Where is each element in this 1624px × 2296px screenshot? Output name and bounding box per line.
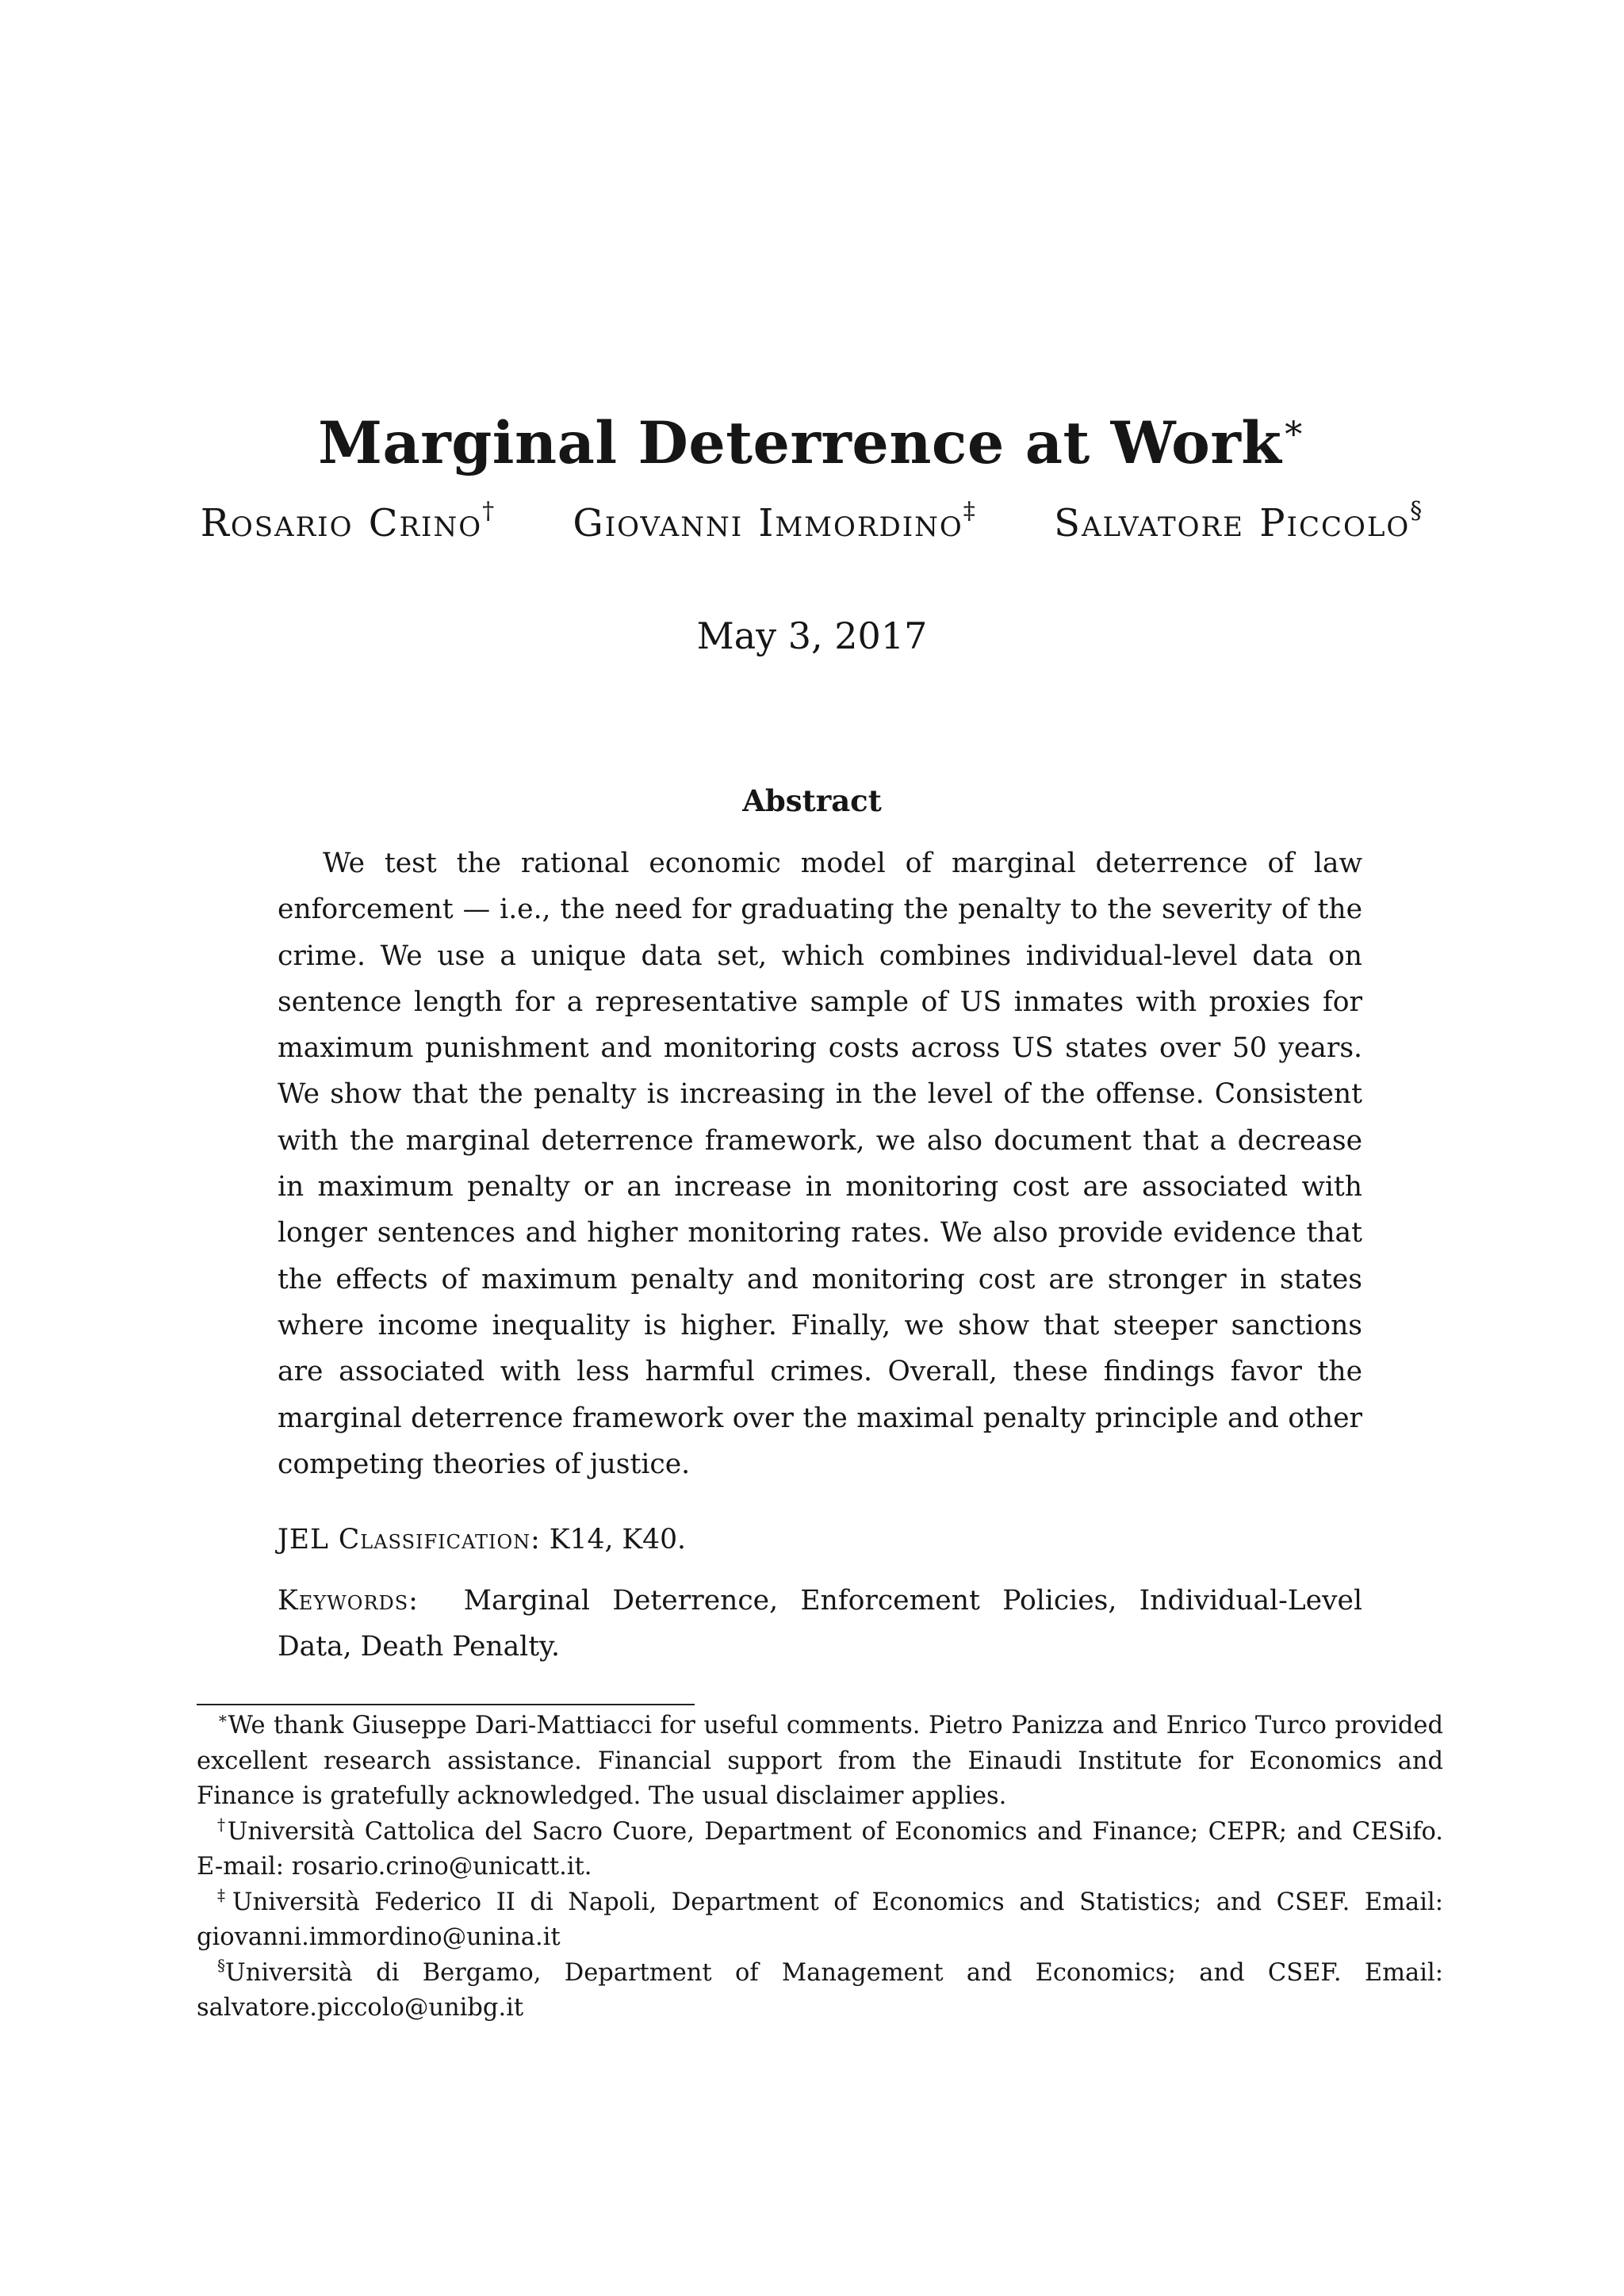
author-name: Salvatore Piccolo bbox=[1054, 501, 1411, 545]
jel-value: K14, K40. bbox=[549, 1524, 687, 1556]
footnote-mark: ∗ bbox=[217, 1709, 228, 1728]
paper-date: May 3, 2017 bbox=[696, 614, 928, 657]
jel-classification bbox=[278, 1517, 1362, 1563]
footnote-text: Università Federico II di Napoli, Department of Economics and Statistics; and CSEF. Email: giovanni.immordino@unina.it bbox=[197, 1888, 1444, 1951]
footnote-immordino bbox=[197, 1885, 1443, 1956]
abstract-body: We test the rational economic model of marginal deterrence of law enforcement — i.e., the need for graduating the penalty to the severity of the crime. We use a unique data set, which combines individual-level data on sentence length for a representative sample of US inmates with proxies for maximum punishment and monitoring costs across US states over 50 years. We show that the penalty is increasing in the level of the offense. Consistent with the marginal deterrence framework, we also document that a decrease in maximum penalty or an increase in monitoring cost are associated with longer sentences and higher monitoring rates. We also provide evidence that the effects of maximum penalty and monitoring cost are stronger in states where income inequality is higher. Finally, we show that steeper sanctions are associated with less harmful crimes. Overall, these findings favor the marginal deterrence framework over the maximal penalty principle and other competing theories of justice. bbox=[278, 848, 1362, 1480]
author-footnote-mark: § bbox=[1410, 497, 1424, 525]
footnotes bbox=[197, 1709, 1443, 2026]
footnote-piccolo bbox=[197, 1956, 1443, 2026]
paper-title-text: Marginal Deterrence at Work bbox=[318, 408, 1282, 477]
jel-label: JEL Classification: bbox=[278, 1524, 541, 1556]
paper-title bbox=[0, 404, 1624, 483]
footnote-mark: † bbox=[217, 1814, 228, 1834]
author-piccolo bbox=[1054, 492, 1423, 555]
author-immordino bbox=[573, 492, 976, 555]
keywords-label: Keywords: bbox=[278, 1585, 419, 1617]
keywords bbox=[278, 1578, 1362, 1670]
footnote-mark: § bbox=[217, 1955, 225, 1975]
footnote-acknowledgments bbox=[197, 1709, 1443, 1815]
footnote-crino bbox=[197, 1815, 1443, 1885]
abstract-heading: Abstract bbox=[742, 783, 882, 818]
keywords-value: Marginal Deterrence, Enforcement Policies, Individual-Level Data, Death Penalty. bbox=[278, 1585, 1362, 1663]
footnote-text: We thank Giuseppe Dari-Mattiacci for useful comments. Pietro Panizza and Enrico Turco provided excellent research assistance. Financial support from the Einaudi Institute for Economics and Finance is gratefully acknowledged. The usual disclaimer applies. bbox=[197, 1712, 1443, 1810]
author-crino bbox=[201, 492, 496, 555]
footnote-text: Università Cattolica del Sacro Cuore, Department of Economics and Finance; CEPR; and CESifo. E-mail: rosario.crino@unicatt.it. bbox=[197, 1817, 1444, 1881]
author-list bbox=[0, 492, 1624, 555]
footnote-text: Università di Bergamo, Department of Management and Economics; and CSEF. Email: salvatore.piccolo@unibg.it bbox=[197, 1958, 1443, 2022]
footnote-mark: ‡ bbox=[217, 1885, 232, 1904]
title-footnote-mark: ∗ bbox=[1281, 407, 1306, 448]
footnote-rule bbox=[197, 1704, 695, 1705]
author-footnote-mark: ‡ bbox=[963, 497, 977, 525]
author-footnote-mark: † bbox=[482, 497, 496, 525]
author-name: Giovanni Immordino bbox=[573, 501, 963, 545]
author-name: Rosario Crino bbox=[200, 501, 483, 545]
